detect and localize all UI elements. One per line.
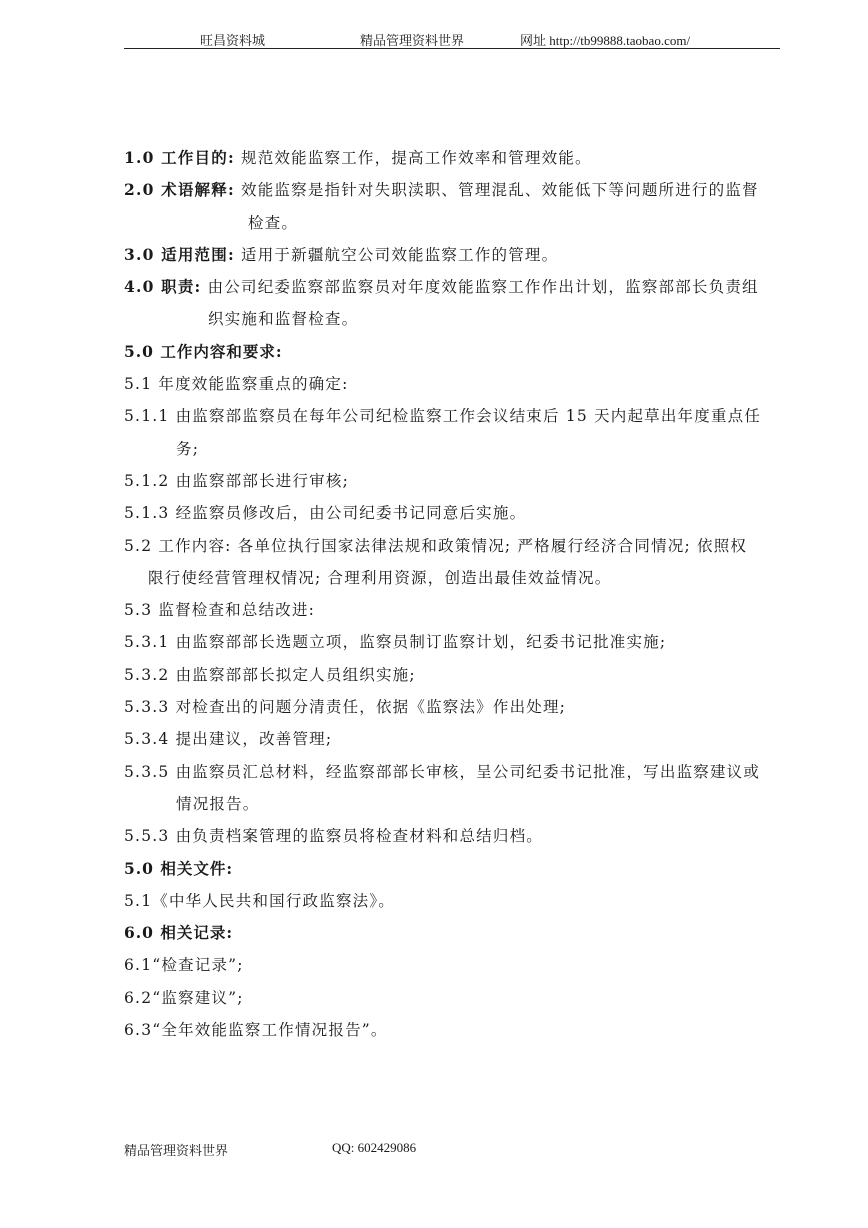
paragraph: 6.2“监察建议”; [124, 988, 244, 1007]
section-label: 4.0 职责: [124, 277, 202, 297]
section-text: 规范效能监察工作，提高工作效率和管理效能。 [234, 149, 592, 167]
paragraph: 5.5.3 由负责档案管理的监察员将检查材料和总结归档。 [124, 827, 543, 846]
paragraph: 5.1《中华人民共和国行政监察法》。 [124, 891, 396, 910]
paragraph: 5.1.3 经监察员修改后，由公司纪委书记同意后实施。 [124, 504, 527, 523]
section-label: 2.0 术语解释: [124, 180, 235, 200]
section-heading: 5.0 相关文件: [124, 858, 234, 878]
paragraph: 5.2 工作内容: 各单位执行国家法律法规和政策情况; 严格履行经济合同情况; 依照权 [124, 536, 748, 555]
page-header [124, 28, 780, 49]
section-terms [124, 174, 784, 206]
header-website: 网址 http://tb99888.taobao.com/ [520, 33, 691, 48]
section-heading: 5.0 工作内容和要求: [124, 341, 283, 361]
paragraph: 5.3 监督检查和总结改进: [124, 601, 316, 620]
section-purpose [124, 142, 784, 174]
paragraph: 6.1“检查记录”; [124, 956, 244, 975]
footer-qq: QQ: 602429086 [332, 1140, 417, 1155]
header-site-name: 旺昌资料城 [200, 33, 266, 48]
paragraph: 5.3.2 由监察部部长拟定人员组织实施; [124, 665, 416, 684]
paragraph: 5.1.2 由监察部部长进行审核; [124, 471, 349, 490]
section-text: 由公司纪委监察部监察员对年度效能监察工作作出计划，监察部部长负责组 [201, 278, 759, 297]
paragraph-continued: 限行使经营管理权情况; 合理利用资源，创造出最佳效益情况。 [148, 568, 612, 587]
paragraph: 5.1.1 由监察部监察员在每年公司纪检监察工作会议结束后 15 天内起草出年度重点任 [124, 407, 762, 426]
section-terms-continued: 检查。 [248, 213, 299, 232]
paragraph: 5.3.4 提出建议，改善管理; [124, 730, 333, 749]
section-text: 效能监察是指针对失职渎职、管理混乱、效能低下等问题所进行的监督 [234, 181, 759, 200]
paragraph: 5.3.1 由监察部部长选题立项，监察员制订监察计划，纪委书记批准实施; [124, 633, 667, 652]
section-label: 1.0 工作目的: [124, 148, 235, 167]
paragraph: 5.3.5 由监察员汇总材料，经监察部部长审核，呈公司纪委书记批准，写出监察建议或 [124, 762, 761, 781]
section-text: 适用于新疆航空公司效能监察工作的管理。 [234, 245, 559, 264]
paragraph: 5.3.3 对检查出的问题分清责任，依据《监察法》作出处理; [124, 698, 567, 717]
footer-site-name: 精品管理资料世界 [124, 1143, 229, 1158]
paragraph-continued: 务; [176, 439, 200, 458]
section-scope [124, 239, 784, 271]
section-label: 3.0 适用范围: [124, 244, 235, 264]
paragraph-continued: 情况报告。 [176, 794, 260, 813]
section-duties [124, 271, 784, 303]
paragraph: 6.3“全年效能监察工作情况报告”。 [124, 1021, 388, 1040]
document-body [124, 142, 784, 1046]
section-heading: 6.0 相关记录: [124, 923, 234, 943]
paragraph: 5.1 年度效能监察重点的确定: [124, 375, 349, 394]
section-duties-continued: 织实施和监督检查。 [208, 310, 359, 329]
header-slogan: 精品管理资料世界 [360, 33, 465, 48]
